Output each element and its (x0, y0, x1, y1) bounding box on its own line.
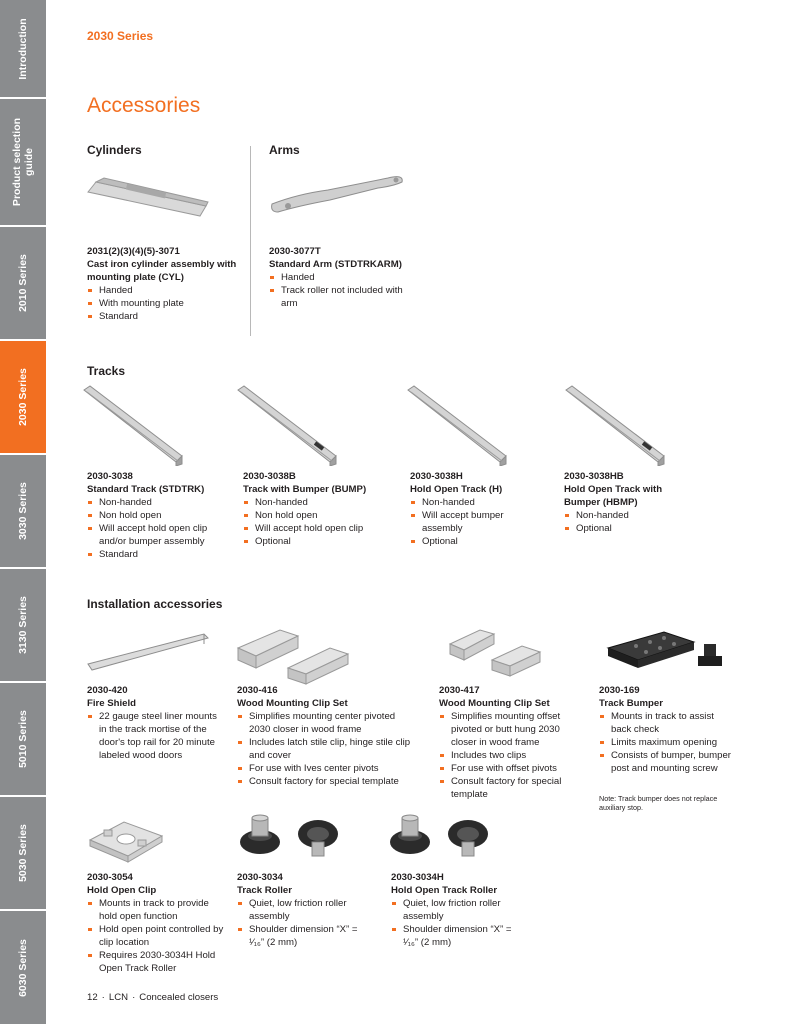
list-item: Standard (87, 548, 237, 561)
track-bumper-image (236, 384, 340, 466)
item-code: 2030-3038B (243, 471, 296, 482)
item-hold-open-clip (87, 871, 227, 975)
list-item: Hold open point controlled by clip location (87, 923, 227, 949)
item-name: Hold Open Track (H) (410, 484, 503, 495)
tab-label: Product selection guide (11, 117, 35, 207)
bullet-list (410, 496, 530, 548)
tab-introduction[interactable] (0, 0, 46, 97)
item-cylinder (87, 245, 237, 323)
list-item: With mounting plate (87, 297, 237, 310)
list-item: Handed (269, 271, 419, 284)
wood-mounting-clip-offset-image (448, 628, 544, 678)
item-name: Standard Arm (STDTRKARM) (269, 259, 402, 270)
item-track-roller (237, 871, 367, 949)
list-item: Non hold open (87, 509, 237, 522)
section-divider (250, 146, 251, 336)
bullet-list (564, 509, 684, 535)
list-item: Shoulder dimension “X” = ¹⁄₁₆” (2 mm) (391, 923, 521, 949)
hold-open-track-roller-image (388, 812, 494, 860)
item-name: Wood Mounting Clip Set (439, 698, 550, 709)
item-wood-mounting-clip-417 (439, 684, 579, 801)
hold-open-clip-image (88, 816, 166, 866)
separator: · (101, 992, 105, 1003)
bullet-list (87, 284, 237, 323)
tab-5010-series[interactable] (0, 683, 46, 795)
track-image (82, 384, 186, 466)
list-item: 22 gauge steel liner mounts in the track mortise of the door's top rail for 20 minute labeled wood doors (87, 710, 219, 762)
list-item: Consult factory for special template (439, 775, 579, 801)
list-item: Quiet, low friction roller assembly (391, 897, 521, 923)
list-item: Requires 2030-3034H Hold Open Track Roller (87, 949, 227, 975)
item-track-hold-open (410, 470, 530, 548)
section-heading-arms: Arms (269, 143, 300, 157)
item-code: 2030-3038HB (564, 471, 624, 482)
hold-open-track-bumper-image (564, 384, 668, 466)
item-track-hold-open-bumper (564, 470, 684, 535)
item-code: 2030-417 (439, 685, 480, 696)
bullet-list (391, 897, 521, 949)
track-bumper-image (606, 630, 730, 672)
item-hold-open-track-roller (391, 871, 521, 949)
list-item: Non hold open (243, 509, 393, 522)
bullet-list (599, 710, 731, 775)
section-heading-installation: Installation accessories (87, 597, 223, 611)
list-item: Simplifies mounting offset pivoted or butt hung 2030 closer in wood frame (439, 710, 579, 749)
footer-brand: LCN (108, 992, 129, 1003)
list-item: Limits maximum opening (599, 736, 731, 749)
section-heading-tracks: Tracks (87, 364, 126, 378)
tab-label: 6030 Series (17, 938, 29, 997)
list-item: Will accept hold open clip and/or bumper assembly (87, 522, 237, 548)
list-item: Consult factory for special template (237, 775, 419, 788)
item-fire-shield (87, 684, 219, 762)
cylinder-image (86, 170, 210, 220)
item-name: Hold Open Track with Bumper (HBMP) (564, 484, 663, 508)
list-item: Shoulder dimension “X” = ¹⁄₁₆” (2 mm) (237, 923, 367, 949)
item-name: Cast iron cylinder assembly with mounting plate (CYL) (87, 259, 237, 283)
tab-label: 2030 Series (17, 368, 29, 426)
bullet-list (87, 710, 219, 762)
list-item: Standard (87, 310, 237, 323)
list-item: Mounts in track to provide hold open function (87, 897, 227, 923)
list-item: Optional (243, 535, 393, 548)
list-item: For use with offset pivots (439, 762, 579, 775)
list-item: Optional (564, 522, 684, 535)
tab-label: 3130 Series (17, 596, 29, 654)
item-wood-mounting-clip-416 (237, 684, 419, 788)
tab-2010-series[interactable] (0, 227, 46, 339)
tab-label: 3030 Series (17, 482, 29, 540)
list-item: Non-handed (410, 496, 530, 509)
list-item: Simplifies mounting center pivoted 2030 closer in wood frame (237, 710, 419, 736)
footer-section: Concealed closers (139, 992, 219, 1003)
item-arm (269, 245, 419, 310)
item-code: 2030-3034 (237, 872, 283, 883)
track-roller-image (238, 812, 344, 860)
list-item: Track roller not included with arm (269, 284, 419, 310)
item-track-bumper (243, 470, 393, 548)
list-item: Non-handed (564, 509, 684, 522)
item-name: Track Roller (237, 885, 292, 896)
item-track-bumper (599, 684, 731, 775)
item-name: Standard Track (STDTRK) (87, 484, 205, 495)
bullet-list (237, 710, 419, 788)
item-code: 2030-416 (237, 685, 278, 696)
arm-image (268, 170, 408, 216)
series-header: 2030 Series (87, 29, 154, 43)
item-code: 2030-3054 (87, 872, 133, 883)
list-item: Optional (410, 535, 530, 548)
list-item: Consists of bumper, bumper post and mounting screw (599, 749, 731, 775)
item-code: 2030-3038 (87, 471, 133, 482)
tab-2030-series[interactable] (0, 341, 46, 453)
wood-mounting-clip-image (236, 628, 350, 686)
track-bumper-note: Note: Track bumper does not replace auxiliary stop. (599, 794, 718, 812)
section-heading-cylinders: Cylinders (87, 143, 142, 157)
tab-product-selection[interactable] (0, 99, 46, 225)
list-item: Handed (87, 284, 237, 297)
item-code: 2031(2)(3)(4)(5)-3071 (87, 246, 180, 257)
tab-label: Introduction (17, 17, 29, 80)
list-item: Will accept hold open clip (243, 522, 393, 535)
list-item: Will accept bumper assembly (410, 509, 530, 535)
side-tabs (0, 0, 46, 1024)
tab-3030-series[interactable] (0, 455, 46, 567)
item-name: Hold Open Clip (87, 885, 157, 896)
item-name: Wood Mounting Clip Set (237, 698, 348, 709)
separator: · (132, 992, 136, 1003)
item-name: Track Bumper (599, 698, 663, 709)
item-track-standard (87, 470, 237, 561)
list-item: For use with Ives center pivots (237, 762, 419, 775)
tab-5030-series[interactable] (0, 797, 46, 909)
tab-6030-series[interactable] (0, 911, 46, 1024)
bullet-list (439, 710, 579, 801)
item-name: Fire Shield (87, 698, 137, 709)
bullet-list (243, 496, 393, 548)
list-item: Non-handed (243, 496, 393, 509)
list-item: Quiet, low friction roller assembly (237, 897, 367, 923)
list-item: Mounts in track to assist back check (599, 710, 731, 736)
bullet-list (237, 897, 367, 949)
page-footer (87, 992, 218, 1003)
item-name: Track with Bumper (BUMP) (243, 484, 367, 495)
page-number: 12 (87, 992, 98, 1003)
list-item: Includes latch stile clip, hinge stile clip and cover (237, 736, 419, 762)
hold-open-track-image (406, 384, 510, 466)
item-code: 2030-3034H (391, 872, 444, 883)
item-code: 2030-169 (599, 685, 640, 696)
list-item: Non-handed (87, 496, 237, 509)
tab-label: 2010 Series (17, 254, 29, 312)
list-item: Includes two clips (439, 749, 579, 762)
fire-shield-image (86, 630, 210, 672)
page-title: Accessories (87, 94, 201, 117)
bullet-list (87, 496, 237, 561)
item-code: 2030-3038H (410, 471, 463, 482)
tab-label: 5010 Series (17, 710, 29, 768)
tab-label: 5030 Series (17, 824, 29, 882)
bullet-list (269, 271, 419, 310)
item-name: Hold Open Track Roller (391, 885, 498, 896)
bullet-list (87, 897, 227, 975)
item-code: 2030-420 (87, 685, 128, 696)
item-code: 2030-3077T (269, 246, 321, 257)
tab-3130-series[interactable] (0, 569, 46, 681)
